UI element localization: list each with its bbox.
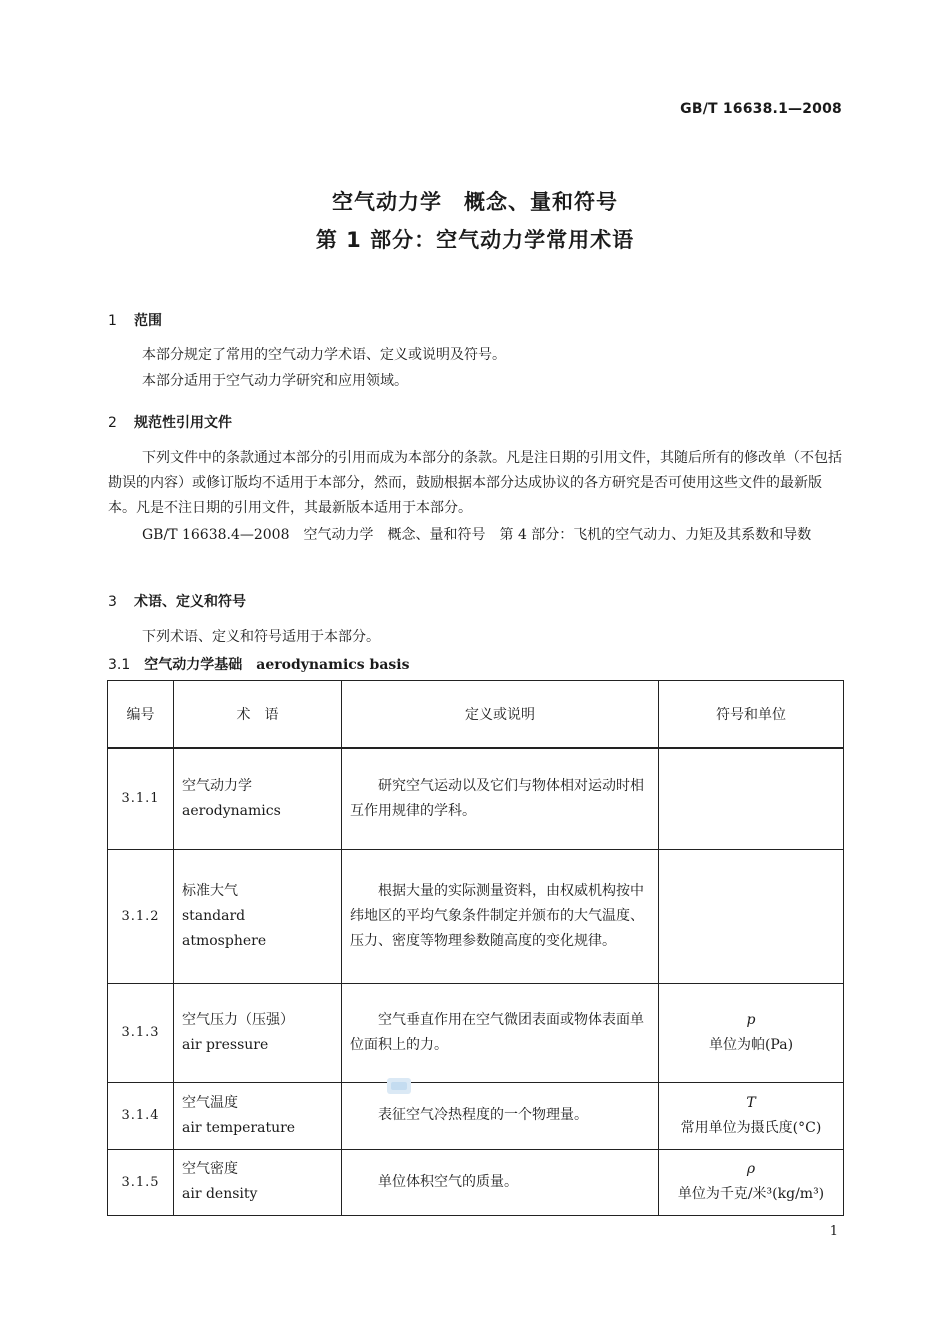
term-cell [174,849,342,983]
term-en: aerodynamics [182,802,281,819]
header-definition: 定义或说明 [342,681,659,749]
quantity-symbol: ρ [746,1161,756,1177]
section-heading-normative-references [108,412,232,432]
terms-table [107,680,844,1216]
table-row [108,983,844,1082]
term-en: air density [182,1186,258,1202]
term-cell [174,1082,342,1149]
term-definition: 单位体积空气的质量。 [342,1149,659,1215]
quantity-unit: 单位为千克/米³(kg/m³) [677,1186,825,1202]
section-title: 术语、定义和符号 [134,594,246,610]
quantity-unit: 单位为帕(Pa) [708,1036,794,1053]
term-number: 3.1.2 [108,849,174,983]
section-heading-terms [108,591,246,611]
term-cn: 空气密度 [182,1161,238,1177]
term-cn: 标准大气 [182,882,238,899]
symbol-cell [659,983,844,1082]
subsection-title-en: aerodynamics basis [256,657,410,673]
term-number: 3.1.3 [108,983,174,1082]
term-number: 3.1.1 [108,748,174,849]
term-cell [174,748,342,849]
paragraph: 本部分适用于空气动力学研究和应用领域。 [142,373,408,389]
term-cn: 空气温度 [182,1094,238,1111]
section-title: 范围 [134,313,162,329]
term-en: air temperature [182,1119,296,1136]
term-definition: 空气垂直作用在空气微团表面或物体表面单位面积上的力。 [342,983,659,1082]
quantity-symbol: T [746,1094,756,1111]
symbol-cell [659,1082,844,1149]
section-title: 规范性引用文件 [134,415,232,431]
standard-code: GB/T 16638.1—2008 [680,101,842,117]
term-en: air pressure [182,1036,269,1053]
term-definition: 研究空气运动以及它们与物体相对运动时相互作用规律的学科。 [342,748,659,849]
quantity-unit: 常用单位为摄氏度(°C) [680,1119,822,1136]
paragraph: 本部分规定了常用的空气动力学术语、定义或说明及符号。 [142,347,506,363]
header-symbol-unit: 符号和单位 [659,681,844,749]
subsection-title-cn: 空气动力学基础 [144,657,243,673]
document-title-line2: 第 1 部分：空气动力学常用术语 [315,228,635,252]
table-row [108,748,844,849]
reference-entry: GB/T 16638.4—2008 空气动力学 概念、量和符号 第 4 部分：飞机的空气动力、力矩及其系数和导数 [142,527,812,543]
watermark-logo-icon [386,1076,412,1096]
section-number: 1 [108,313,117,329]
term-definition: 表征空气冷热程度的一个物理量。 [342,1082,659,1149]
symbol-cell [659,1149,844,1215]
header-number: 编号 [108,681,174,749]
paragraph: 下列文件中的条款通过本部分的引用而成为本部分的条款。凡是注日期的引用文件，其随后所有的修改单（不包括勘误的内容）或修订版均不适用于本部分，然而，鼓励根据本部分达成协议的各方研究是否可使用这些文件的最新版本。凡是不注日期的引用文件，其最新版本适用于本部分。 [108,450,842,516]
quantity-symbol: p [746,1011,756,1028]
term-number: 3.1.4 [108,1082,174,1149]
subsection-heading [108,654,410,674]
section-heading-scope [108,310,162,330]
term-en: standard atmosphere [182,907,267,949]
table-row [108,849,844,983]
term-cell [174,983,342,1082]
subsection-number: 3.1 [108,657,131,673]
term-number: 3.1.5 [108,1149,174,1215]
term-cell [174,1149,342,1215]
document-title-line1: 空气动力学 概念、量和符号 [332,190,618,214]
page-number: 1 [829,1224,838,1239]
section-number: 2 [108,415,117,431]
header-term: 术 语 [174,681,342,749]
term-cn: 空气动力学 [182,777,252,794]
table-header-row [108,681,844,749]
term-definition: 根据大量的实际测量资料，由权威机构按中纬地区的平均气象条件制定并颁布的大气温度、压力、密度等物理参数随高度的变化规律。 [342,849,659,983]
table-row [108,1149,844,1215]
paragraph: 下列术语、定义和符号适用于本部分。 [142,629,380,645]
term-cn: 空气压力（压强） [182,1011,294,1028]
symbol-cell [659,748,844,849]
table-row [108,1082,844,1149]
section-number: 3 [108,594,117,610]
symbol-cell [659,849,844,983]
